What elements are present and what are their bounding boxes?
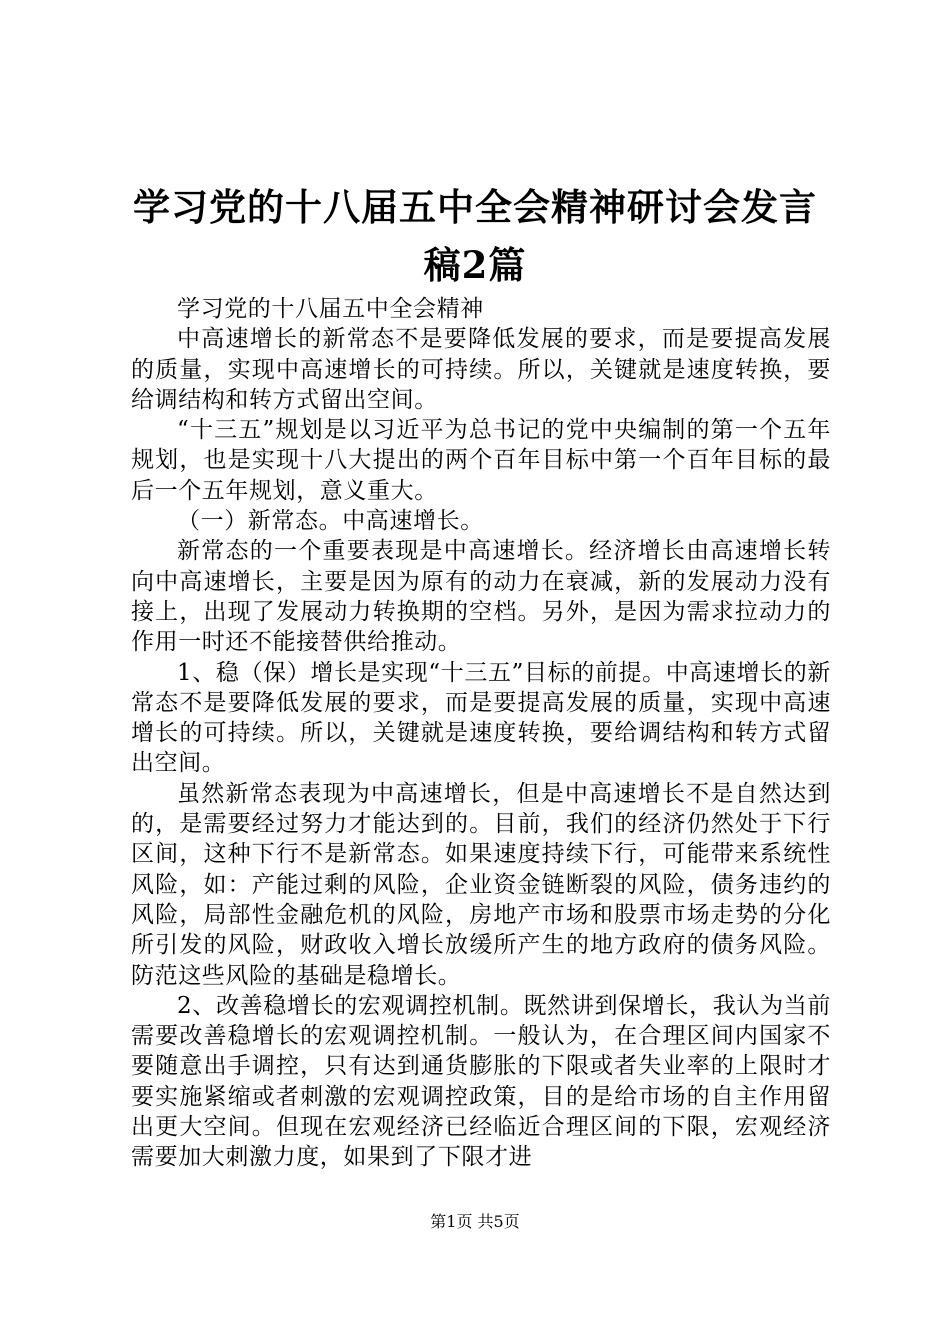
paragraph: “十三五”规划是以习近平为总书记的党中央编制的第一个五年规划，也是实现十八大提出的两个百年目标中第一个百年目标的最后一个五年规划，意义重大。 xyxy=(131,417,831,504)
paragraph: 1、稳（保）增长是实现“十三五”目标的前提。中高速增长的新常态不是要降低发展的要求，而是要提高发展的质量，实现中高速增长的可持续。所以，关键就是速度转换，要给调结构和转方式留出空间。 xyxy=(131,659,831,777)
paragraph: 新常态的一个重要表现是中高速增长。经济增长由高速增长转向中高速增长，主要是因为原有的动力在衰减，新的发展动力没有接上，出现了发展动力转换期的空档。另外，是因为需求拉动力的作用一时还不能接替供给推动。 xyxy=(131,538,831,656)
page-footer: 第1页 共5页 xyxy=(430,1212,520,1231)
paragraph-heading: （一）新常态。中高速增长。 xyxy=(177,508,484,535)
paragraph: 虽然新常态表现为中高速增长，但是中高速增长不是自然达到的，是需要经过努力才能达到的。目前，我们的经济仍然处于下行区间，这种下行不是新常态。如果速度持续下行，可能带来系统性风险，如：产能过剩的风险，企业资金链断裂的风险，债务违约的风险，局部性金融危机的风险，房地产市场和股票市场走势的分化所引发的风险，财政收入增长放缓所产生的地方政府的债务风险。防范这些风险的基础是稳增长。 xyxy=(131,780,831,989)
document-body xyxy=(131,294,831,1173)
document-title: 学习党的十八届五中全会精神研讨会发言稿2篇 xyxy=(133,185,817,287)
paragraph: 中高速增长的新常态不是要降低发展的要求，而是要提高发展的质量，实现中高速增长的可持续。所以，关键就是速度转换，要给调结构和转方式留出空间。 xyxy=(131,326,831,413)
paragraph: 2、改善稳增长的宏观调控机制。既然讲到保增长，我认为当前需要改善稳增长的宏观调控机制。一般认为，在合理区间内国家不要随意出手调控，只有达到通货膨胀的下限或者失业率的上限时才要实施紧缩或者刺激的宏观调控政策，目的是给市场的自主作用留出更大空间。但现在宏观经济已经临近合理区间的下限，宏观经济需要加大刺激力度，如果到了下限才进 xyxy=(131,992,831,1171)
paragraph-subtitle: 学习党的十八届五中全会精神 xyxy=(177,296,484,322)
